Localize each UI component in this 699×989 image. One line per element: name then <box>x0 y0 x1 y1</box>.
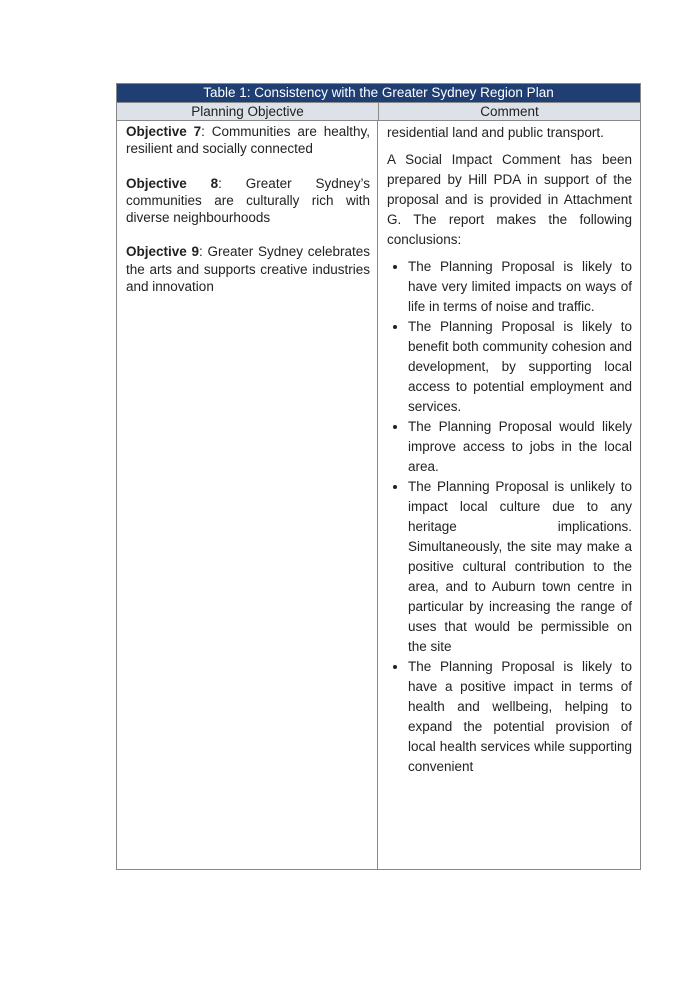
objective-7-line1: : Communities are healthy, <box>201 124 370 139</box>
conclusions-list <box>387 257 632 777</box>
table-body-row <box>117 121 640 869</box>
objective-9-text: : Greater Sydney celebrates the arts and supports creative industries and innovation <box>126 244 370 295</box>
comment-paragraph: A Social Impact Comment has been prepared by Hill PDA in support of the proposal and is provided in Attachment G. The report makes the following conclusions: <box>387 152 632 247</box>
objective-7 <box>126 123 370 158</box>
list-item: • The Planning Proposal would likely improve access to jobs in the local area. <box>408 417 632 477</box>
list-item: • The Planning Proposal is unlikely to impact local culture due to any heritage implications. Simultaneously, the site may make a positive cultural contribution to the area, and to Auburn town centre in particular by increasing the range of uses that would be permissible on the site <box>408 477 632 657</box>
table-title: Table 1: Consistency with the Greater Sydney Region Plan <box>117 84 640 103</box>
header-planning-objective: Planning Objective <box>117 103 379 120</box>
objective-8-text: : Greater Sydney’s communities are culturally rich with diverse neighbourhoods <box>126 175 370 226</box>
list-item: • The Planning Proposal is likely to have a positive impact in terms of health and wellbeing, helping to expand the potential provision of local health services while supporting convenient <box>408 657 632 777</box>
comment-intro: residential land and public transport. <box>387 125 604 140</box>
list-item: • The Planning Proposal is likely to have very limited impacts on ways of life in terms of noise and traffic. <box>408 257 632 317</box>
list-item: • The Planning Proposal is likely to benefit both community cohesion and development, by supporting local access to potential employment and services. <box>408 317 632 417</box>
header-comment: Comment <box>480 104 539 119</box>
objective-8 <box>126 175 370 227</box>
objective-8-label: Objective 8 <box>126 175 219 191</box>
objectives-cell <box>117 121 378 869</box>
table-header-row <box>117 103 640 121</box>
objective-9-label: Objective 9 <box>126 244 199 260</box>
consistency-table <box>116 83 641 870</box>
objective-7-line2: resilient and socially connected <box>126 141 313 157</box>
comment-cell <box>378 121 640 869</box>
objective-7-label: Objective 7 <box>126 124 202 139</box>
objective-9 <box>126 243 370 295</box>
